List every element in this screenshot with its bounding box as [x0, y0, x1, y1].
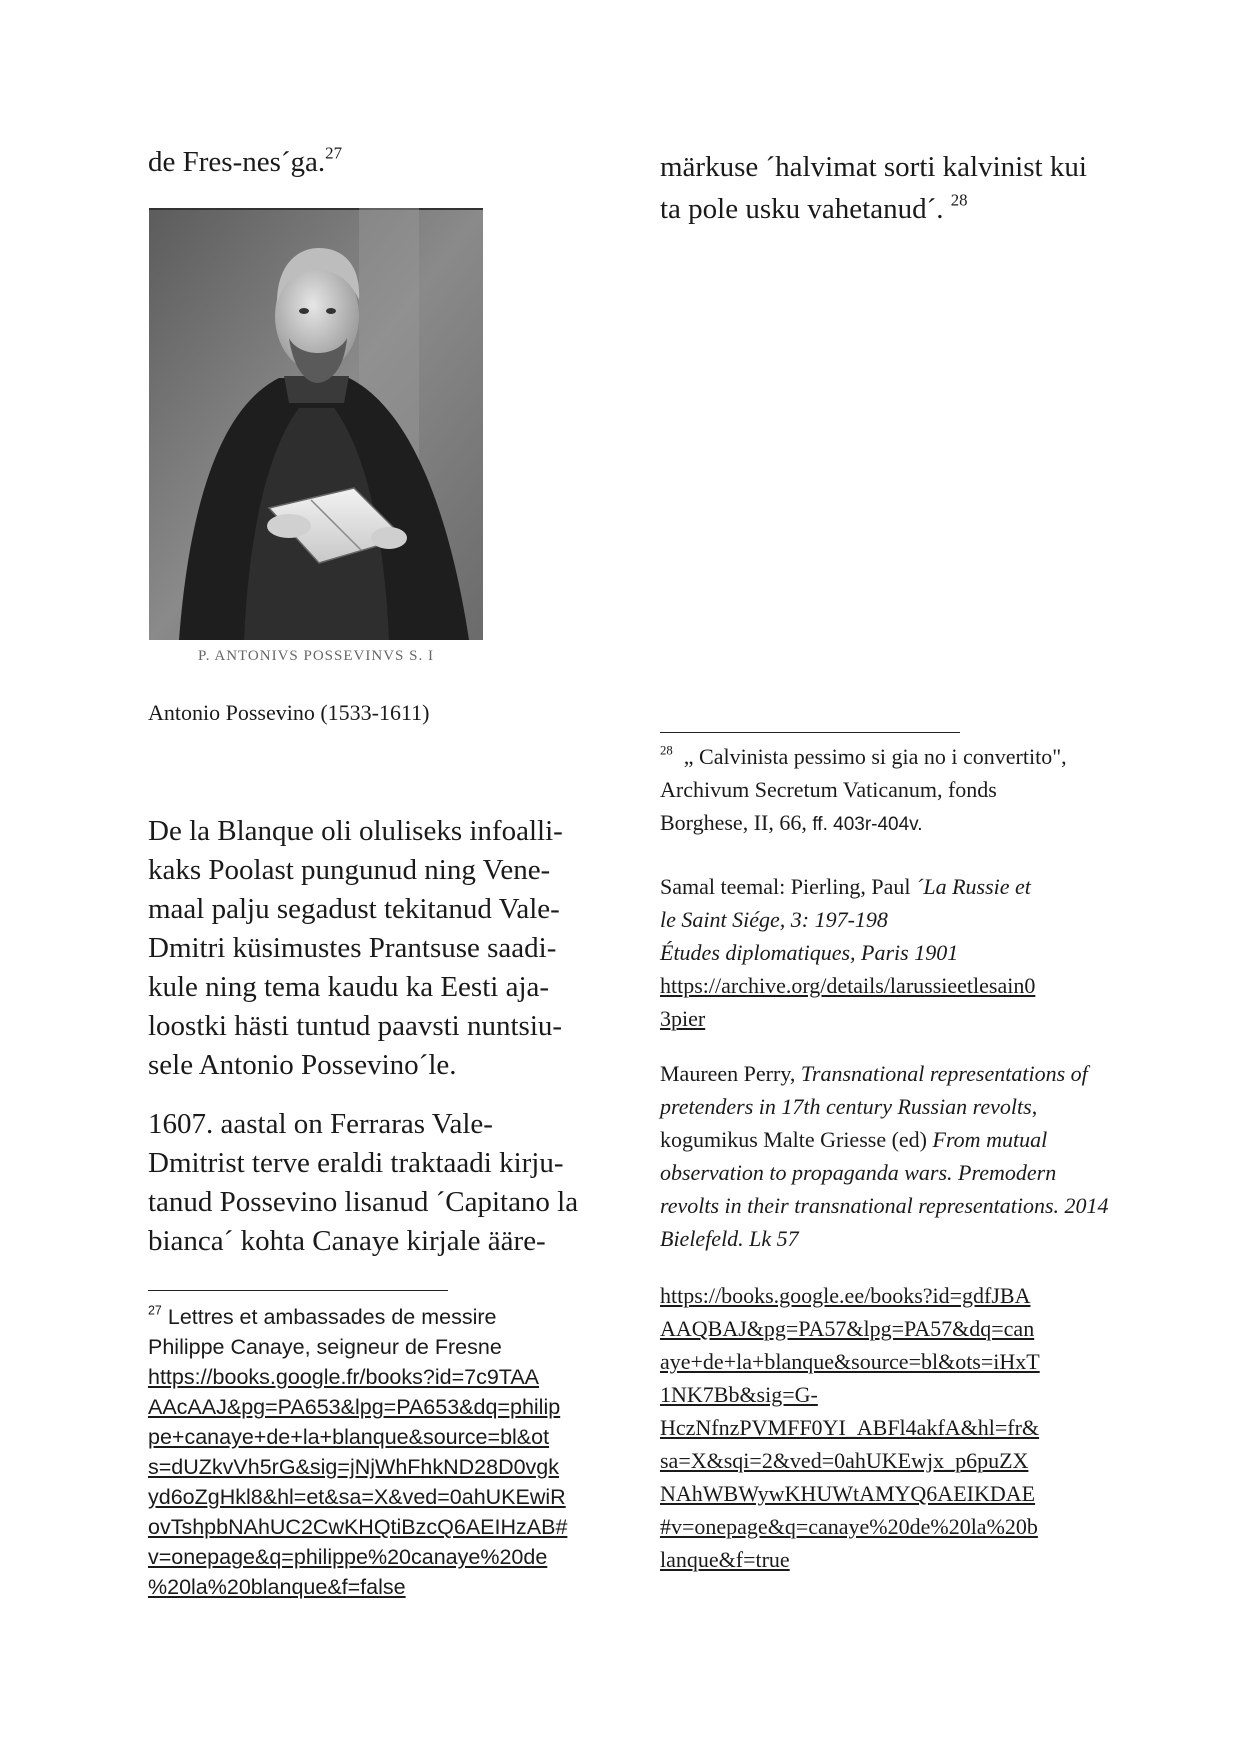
text-line: Dmitri küsimustes Prantsuse saadi-: [148, 932, 557, 964]
footnote-28-line: Archivum Secretum Vaticanum, fonds: [660, 777, 997, 802]
text-line: sele Antonio Possevino´le.: [148, 1049, 457, 1081]
text-line: bianca´ kohta Canaye kirjale ääre-: [148, 1225, 546, 1257]
intro-line-left: [148, 143, 342, 179]
pierling-link[interactable]: https://archive.org/details/larussieetlesain0 3pier: [660, 973, 1036, 1031]
text-line: maal palju segadust tekitanud Vale-: [148, 893, 560, 925]
footnote-27: [148, 1302, 594, 1602]
text-line: kaks Poolast pungunud ning Vene-: [148, 854, 551, 886]
google-books-link[interactable]: https://books.google.ee/books?id=gdfJBA AAQBAJ&pg=PA57&lpg=PA57&dq=can aye+de+la+blanque&source=bl&ots=iHxT 1NK7Bb&sig=G- HczNfnzPVMFF0YI_ABFl4akfA&hl=fr& sa=X&sqi=2&ved=0ahUKEwjx_p6puZX NAhWBWywKHUWtAMYQ6AEIKDAE #v=onepage&q=canaye%20de%20la%20b lanque&f=true: [660, 1283, 1040, 1572]
text-line: 1607. aastal on Ferraras Vale-: [148, 1108, 493, 1140]
footnote-ref-27[interactable]: 27: [325, 143, 342, 163]
text-line: Dmitrist terve eraldi traktaadi kirju-: [148, 1147, 564, 1179]
references-right: [660, 870, 1120, 1596]
footnote-separator-right: [660, 732, 960, 733]
body-text-left: [148, 812, 588, 1261]
perry-reference: Maureen Perry, Transnational representations of pretenders in 17th century Russian revolts, kogumikus Malte Griesse (ed) From mutual observation to propaganda wars. Premodern revolts in their transnational representations. 2014 Bielefeld. Lk 57: [660, 1061, 1109, 1251]
footnote-27-text-line: Philippe Canaye, seigneur de Fresne: [148, 1335, 502, 1359]
footnote-ref-28[interactable]: 28: [950, 190, 968, 210]
portrait-caption: Antonio Possevino (1533-1611): [148, 700, 430, 725]
portrait-engraving: [149, 208, 483, 668]
text-line: loostki hästi tuntud paavsti nuntsiu-: [148, 1010, 563, 1042]
footnote-27-text: $^{27}$ Lettres et ambassades de messire: [148, 1303, 497, 1329]
text-line: ta pole usku vahetanud´. $^{28}$: [660, 190, 968, 225]
intro-text: de Fres-nes´ga.: [148, 146, 326, 178]
text-line: De la Blanque oli oluliseks infoalli-: [148, 815, 563, 847]
paragraph-1: [148, 812, 588, 1085]
footnote-27-link[interactable]: https://books.google.fr/books?id=7c9TAA AAcAAJ&pg=PA653&lpg=PA653&dq=philip pe+canaye+de+la+blanque&source=bl&ot s=dUZkvVh5rG&sig=jNjWhFhkND28D0vgk yd6oZgHkl8&hl=et&sa=X&ved=0ahUKEwiR ovTshpbNAhUC2CwKHQtiBzcQ6AEIHzAB# v=onepage&q=philippe%20canaye%20de %20la%20blanque&f=false: [148, 1365, 568, 1599]
portrait-image: [149, 208, 483, 668]
text-line: märkuse ´halvimat sorti kalvinist kui: [660, 151, 1087, 183]
paragraph-2: [148, 1105, 588, 1261]
google-books-reference: [660, 1279, 1120, 1576]
portrait-inscription: P. ANTONIVS POSSEVINVS S. I: [198, 648, 434, 664]
footnote-28-number: 28: [660, 743, 673, 758]
text-line: tanud Possevino lisanud ´Capitano la: [148, 1186, 579, 1218]
pierling-reference: Samal teemal: Pierling, Paul ´La Russie et le Saint Siége, 3: 197-198 Études diplomatiques, Paris 1901 https://archive.org/details/larussieetlesain0 3pier: [660, 870, 1120, 1035]
footnote-28: $^{28}$ „ Calvinista pessimo si gia no i convertito", Archivum Secretum Vaticanum, fonds Borghese, II, 66, ff. 403r-404v.: [660, 740, 1120, 841]
text-line: kule ning tema kaudu ka Eesti aja-: [148, 971, 550, 1003]
footnote-separator-left: [148, 1290, 448, 1291]
footnote-27-number: 27: [148, 1303, 162, 1318]
intro-text-right: [660, 146, 1120, 230]
